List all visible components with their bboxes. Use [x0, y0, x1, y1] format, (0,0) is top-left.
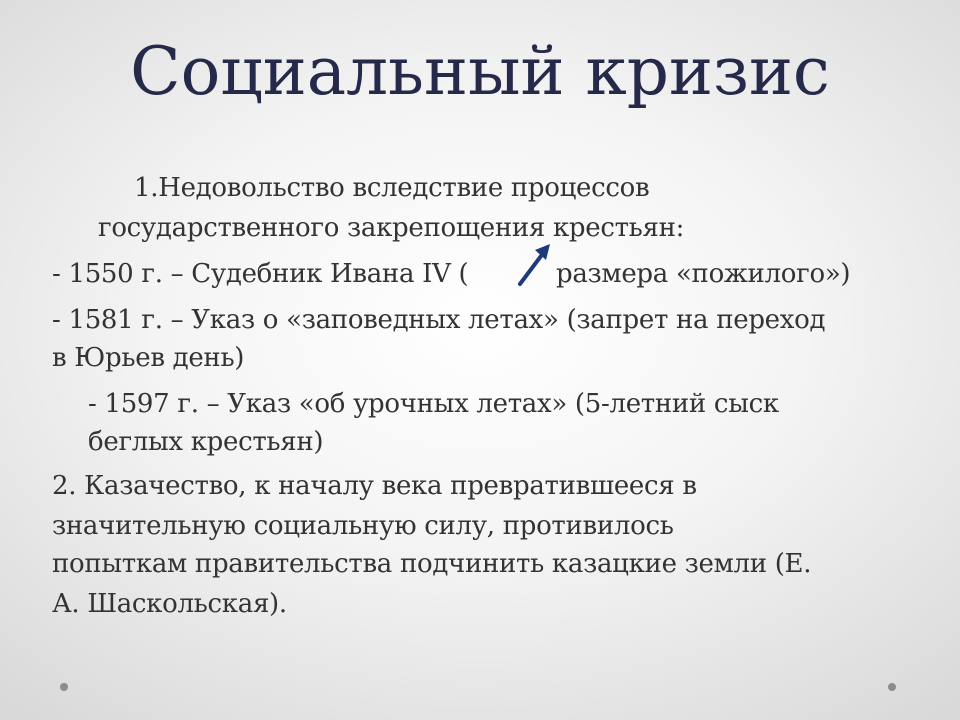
- decorative-dot-right: [888, 683, 896, 691]
- sub-item-1550-end: размера «пожилого»): [556, 259, 851, 289]
- sub-item-1597-line-1: - 1597 г. – Указ «об урочных летах» (5-летний сыск: [88, 389, 779, 419]
- sub-item-1581-line-1: - 1581 г. – Указ о «заповедных летах» (запрет на переход: [52, 305, 826, 335]
- list-item-1-line-2: государственного закрепощения крестьян:: [98, 213, 685, 243]
- list-item-1-line-1: 1.Недовольство вследствие процессов: [134, 173, 650, 203]
- list-item-2-line-2: значительную социальную силу, противилось: [52, 511, 674, 541]
- sub-item-1581-line-2: в Юрьев день): [52, 343, 245, 373]
- list-item-2-line-4: А. Шаскольская).: [52, 589, 287, 619]
- sub-item-1597-line-2: беглых крестьян): [88, 427, 324, 457]
- slide-title: Социальный кризис: [130, 33, 830, 110]
- sub-item-1550-start: - 1550 г. – Судебник Ивана IV (: [52, 259, 469, 289]
- up-right-arrow-icon: [514, 240, 554, 290]
- decorative-dot-left: [60, 683, 68, 691]
- list-item-2-line-3: попыткам правительства подчинить казацкие земли (Е.: [52, 549, 812, 579]
- list-item-2-line-1: 2. Казачество, к началу века превратившееся в: [52, 471, 697, 501]
